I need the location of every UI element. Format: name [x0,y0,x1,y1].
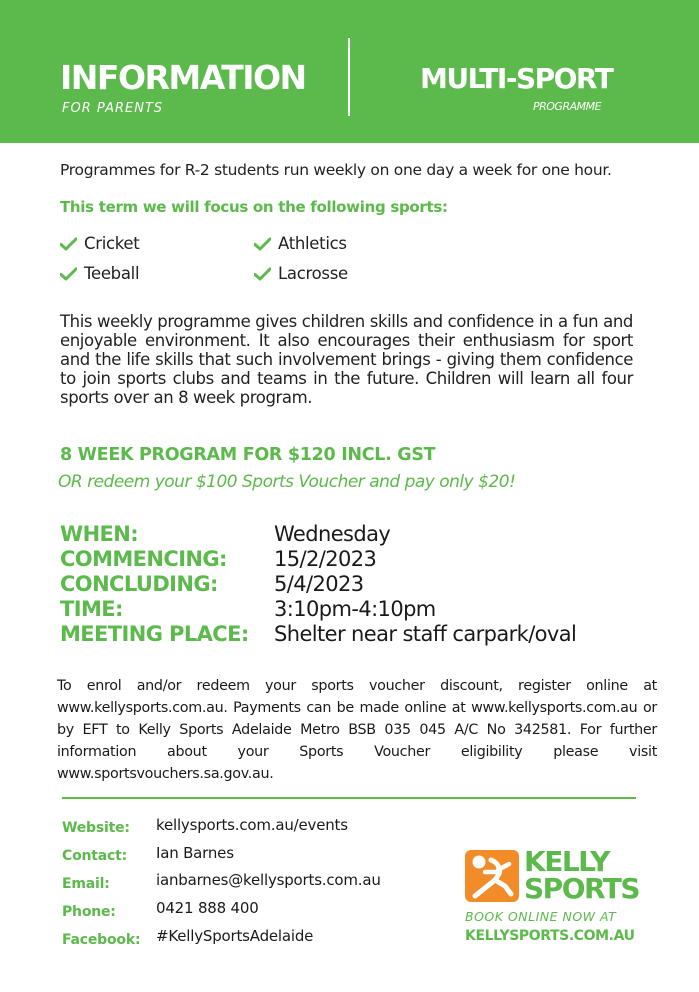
kelly-sports-logo [465,845,640,950]
schedule-value-when: Wednesday [274,522,391,546]
sport-label: Cricket [84,234,140,253]
schedule-label-when: WHEN: [60,522,139,546]
logo-tagline: BOOK ONLINE NOW AT [465,909,617,924]
header-subtitle: FOR PARENTS [62,101,164,116]
program-subtitle: PROGRAMME [533,100,602,113]
logo-text-kelly: KELLY [524,845,609,878]
contact-label-phone: Phone: [62,904,116,920]
schedule-label-meeting-place: MEETING PLACE: [60,622,249,646]
contact-label-facebook: Facebook: [62,932,141,948]
program-description: This weekly programme gives children skills and confidence in a fun and enjoyable environment. It also encourages their enthusiasm for sport and the life skills that such involvement brings - giving them confidence to join sports clubs and teams in the future. Children will learn all four sports over an 8 week program. [60,312,633,407]
athlete-icon [465,850,519,902]
sport-item-lacrosse [254,264,348,283]
contact-value-phone[interactable]: 0421 888 400 [156,899,259,917]
logo-url[interactable]: KELLYSPORTS.COM.AU [465,928,635,944]
sport-label: Teeball [84,264,140,283]
logo-text-sports: SPORTS [524,872,640,905]
schedule-value-commencing: 15/2/2023 [274,547,377,571]
sport-item-teeball [60,264,139,283]
schedule-value-concluding: 5/4/2023 [274,572,364,596]
voucher-line: OR redeem your $100 Sports Voucher and pay only $20! [58,472,516,492]
program-title: MULTI-SPORT [420,62,613,95]
checkmark-icon [254,267,271,281]
header-divider [348,38,350,116]
sport-label: Athletics [278,234,347,253]
sports-list [60,234,400,294]
schedule-value-meeting-place: Shelter near staff carpark/oval [274,622,577,646]
header-banner [0,0,699,143]
checkmark-icon [60,267,77,281]
schedule-label-commencing: COMMENCING: [60,547,227,571]
focus-heading: This term we will focus on the following sports: [60,198,448,216]
schedule-label-concluding: CONCLUDING: [60,572,218,596]
contact-value-facebook[interactable]: #KellySportsAdelaide [156,927,314,945]
section-divider [62,797,636,799]
contact-label-website: Website: [62,820,130,836]
schedule-label-time: TIME: [60,597,123,621]
sport-item-athletics [254,234,347,253]
contact-label-contact: Contact: [62,848,127,864]
enrolment-text: To enrol and/or redeem your sports voucher discount, register online at www.kellysports.com.au. Payments can be made online at www.kellysports.com.au or by EFT to Kelly Sports Adelaide Metro BSB 035 045 A/C No 342581. For further information about your Sports Voucher eligibility please visit www.sportsvouchers.sa.gov.au. [57,678,657,782]
contact-value-contact: Ian Barnes [156,844,234,862]
contact-value-website[interactable]: kellysports.com.au/events [156,816,348,834]
sport-label: Lacrosse [278,264,348,283]
schedule-value-time: 3:10pm-4:10pm [274,597,436,621]
checkmark-icon [60,237,77,251]
header-title: INFORMATION [60,58,306,97]
checkmark-icon [254,237,271,251]
sport-item-cricket [60,234,139,253]
contact-label-email: Email: [62,876,110,892]
contact-value-email[interactable]: ianbarnes@kellysports.com.au [156,871,381,889]
intro-text: Programmes for R-2 students run weekly on one day a week for one hour. [60,161,612,179]
price-line: 8 WEEK PROGRAM FOR $120 INCL. GST [60,445,436,465]
